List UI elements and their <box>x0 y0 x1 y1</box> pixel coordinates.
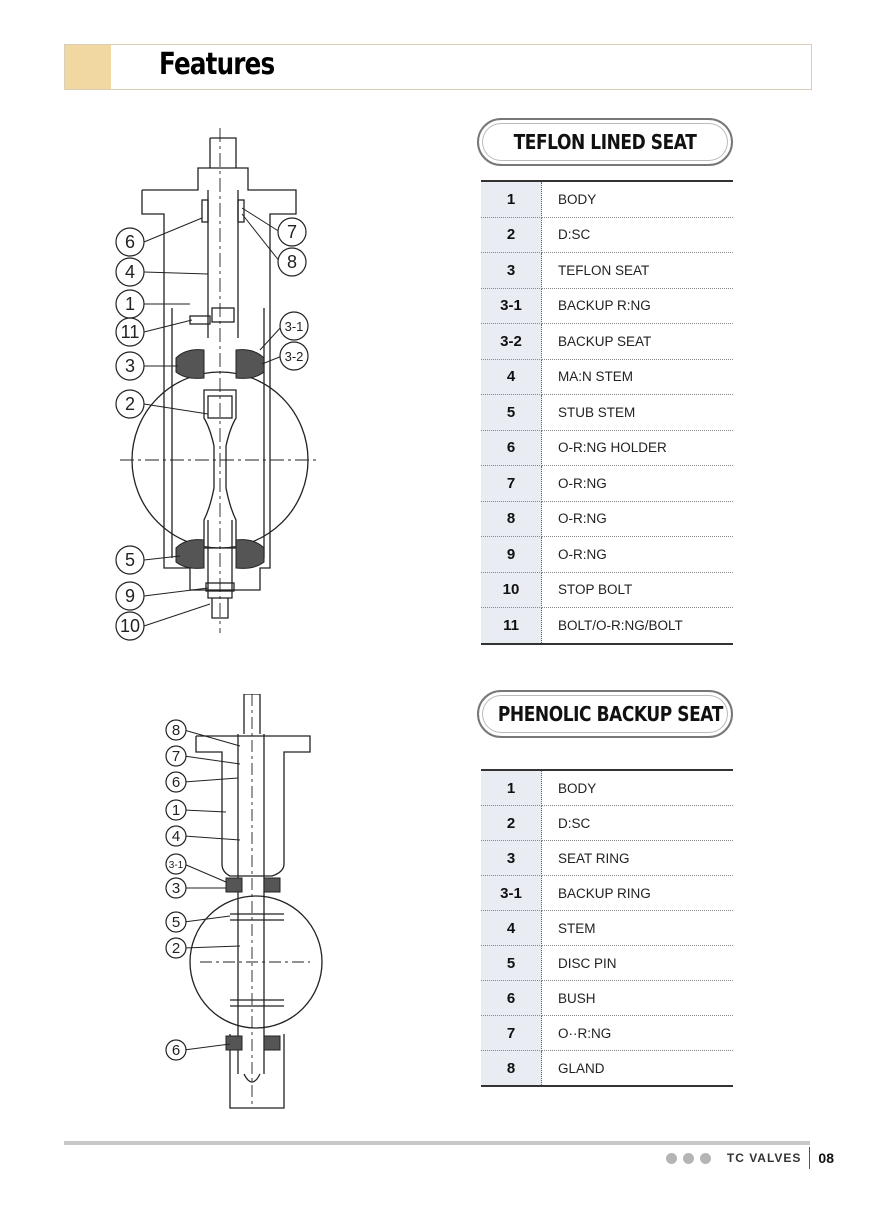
svg-text:6: 6 <box>124 232 136 252</box>
part-name: BODY <box>542 181 734 217</box>
callout-4 <box>166 826 186 846</box>
parts-row <box>481 537 733 573</box>
callout-3-1 <box>166 854 186 874</box>
part-name: D:SC <box>542 217 734 253</box>
svg-text:3: 3 <box>171 880 181 897</box>
callout-1 <box>116 290 144 318</box>
callout-6 <box>166 1040 186 1060</box>
part-name: O··R:NG <box>542 1016 734 1051</box>
part-number: 3 <box>481 841 542 876</box>
svg-text:6: 6 <box>171 774 181 791</box>
part-number: 10 <box>481 572 542 608</box>
part-number: 9 <box>481 537 542 573</box>
svg-text:4: 4 <box>171 828 181 845</box>
part-name: BACKUP R:NG <box>542 288 734 324</box>
page-number: 08 <box>818 1150 834 1166</box>
part-name: GLAND <box>558 1060 605 1076</box>
part-number: 4 <box>481 359 542 395</box>
svg-text:5: 5 <box>171 914 181 931</box>
callout-7 <box>278 218 306 246</box>
callout-8 <box>166 720 186 740</box>
svg-text:11: 11 <box>120 322 140 342</box>
part-name: DISC PIN <box>542 946 734 981</box>
teflon-valve-drawing <box>100 128 340 653</box>
part-number: 1 <box>481 770 542 806</box>
page-header <box>64 44 812 90</box>
svg-text:9: 9 <box>124 586 136 606</box>
part-name: SEAT RING <box>542 841 734 876</box>
parts-row <box>481 395 733 431</box>
svg-text:2: 2 <box>124 394 136 414</box>
svg-text:10: 10 <box>119 616 141 636</box>
part-number: 3 <box>481 253 542 289</box>
callout-3 <box>166 878 186 898</box>
callout-6 <box>166 772 186 792</box>
parts-row <box>481 359 733 395</box>
part-number: 4 <box>481 911 542 946</box>
callout-3-1 <box>280 312 308 340</box>
page-title: Features <box>159 47 275 82</box>
part-name: BOLT/O-R:NG/BOLT <box>558 617 683 633</box>
part-name: O-R:NG <box>542 466 734 502</box>
phenolic-parts-table <box>481 769 733 1087</box>
parts-row <box>481 324 733 360</box>
part-name: O-R:NG <box>542 537 734 573</box>
parts-row <box>481 466 733 502</box>
part-number: 1 <box>481 181 542 217</box>
phenolic-valve-drawing <box>160 694 325 1114</box>
part-number: 3-1 <box>481 288 542 324</box>
svg-text:6: 6 <box>171 1042 181 1059</box>
parts-row <box>481 181 733 217</box>
footer-dot-icon <box>683 1153 694 1164</box>
callout-9 <box>116 582 144 610</box>
parts-row <box>481 572 733 608</box>
part-name: STEM <box>542 911 734 946</box>
part-name: O-R:NG <box>542 501 734 537</box>
header-accent <box>65 45 111 89</box>
part-name: STOP BOLT <box>542 572 734 608</box>
parts-row <box>481 806 733 841</box>
svg-text:3: 3 <box>124 356 136 376</box>
parts-row <box>481 1016 733 1051</box>
callout-11 <box>116 318 144 346</box>
svg-text:3-1: 3-1 <box>168 860 184 871</box>
footer-separator <box>809 1147 810 1169</box>
part-number: 6 <box>481 981 542 1016</box>
part-number: 2 <box>481 806 542 841</box>
part-number: 7 <box>481 1016 542 1051</box>
teflon-section-title <box>477 118 733 166</box>
callout-3-2 <box>280 342 308 370</box>
callout-4 <box>116 258 144 286</box>
parts-row <box>481 217 733 253</box>
parts-row <box>481 981 733 1016</box>
callout-10 <box>116 612 144 640</box>
page-footer <box>666 1148 834 1168</box>
callout-7 <box>166 746 186 766</box>
callout-5 <box>166 912 186 932</box>
teflon-parts-table <box>481 180 733 645</box>
callout-3 <box>116 352 144 380</box>
phenolic-title-text: PHENOLIC BACKUP SEAT <box>497 702 723 726</box>
callout-2 <box>116 390 144 418</box>
svg-text:8: 8 <box>286 252 298 272</box>
phenolic-section-title <box>477 690 733 738</box>
part-name: BODY <box>542 770 734 806</box>
parts-row <box>481 770 733 806</box>
callout-1 <box>166 800 186 820</box>
parts-row <box>481 841 733 876</box>
footer-brand: TC VALVES <box>726 1151 802 1165</box>
parts-row <box>481 946 733 981</box>
parts-row <box>481 288 733 324</box>
svg-text:2: 2 <box>171 940 181 957</box>
svg-text:5: 5 <box>124 550 136 570</box>
part-number: 5 <box>481 395 542 431</box>
part-number: 3-2 <box>481 324 542 360</box>
part-number: 8 <box>481 501 542 537</box>
svg-text:3-2: 3-2 <box>284 349 304 364</box>
svg-text:8: 8 <box>171 722 181 739</box>
svg-text:1: 1 <box>171 802 181 819</box>
part-number: 7 <box>481 466 542 502</box>
parts-row <box>481 608 733 644</box>
parts-row <box>481 253 733 289</box>
parts-row <box>481 876 733 911</box>
parts-row <box>481 501 733 537</box>
part-number: 6 <box>481 430 542 466</box>
callout-6 <box>116 228 144 256</box>
part-name: O-R:NG HOLDER <box>542 430 734 466</box>
svg-text:7: 7 <box>171 748 181 765</box>
part-number: 8 <box>481 1051 542 1087</box>
part-name: STUB STEM <box>542 395 734 431</box>
footer-dot-icon <box>700 1153 711 1164</box>
part-name: TEFLON SEAT <box>542 253 734 289</box>
callout-5 <box>116 546 144 574</box>
parts-row <box>481 430 733 466</box>
svg-text:1: 1 <box>124 294 136 314</box>
part-name: BACKUP RING <box>542 876 734 911</box>
footer-rule <box>64 1141 810 1145</box>
part-number: 5 <box>481 946 542 981</box>
part-name: BACKUP SEAT <box>542 324 734 360</box>
part-name: D:SC <box>542 806 734 841</box>
svg-text:4: 4 <box>124 262 136 282</box>
part-number: 3-1 <box>481 876 542 911</box>
svg-text:3-1: 3-1 <box>284 319 304 334</box>
footer-dot-icon <box>666 1153 677 1164</box>
callout-2 <box>166 938 186 958</box>
part-number: 11 <box>481 608 542 644</box>
part-number: 2 <box>481 217 542 253</box>
part-name: BUSH <box>542 981 734 1016</box>
parts-row <box>481 1051 733 1087</box>
teflon-title-text: TEFLON LINED SEAT <box>513 130 697 154</box>
callout-8 <box>278 248 306 276</box>
parts-row <box>481 911 733 946</box>
part-name: MA:N STEM <box>542 359 734 395</box>
svg-text:7: 7 <box>286 222 298 242</box>
